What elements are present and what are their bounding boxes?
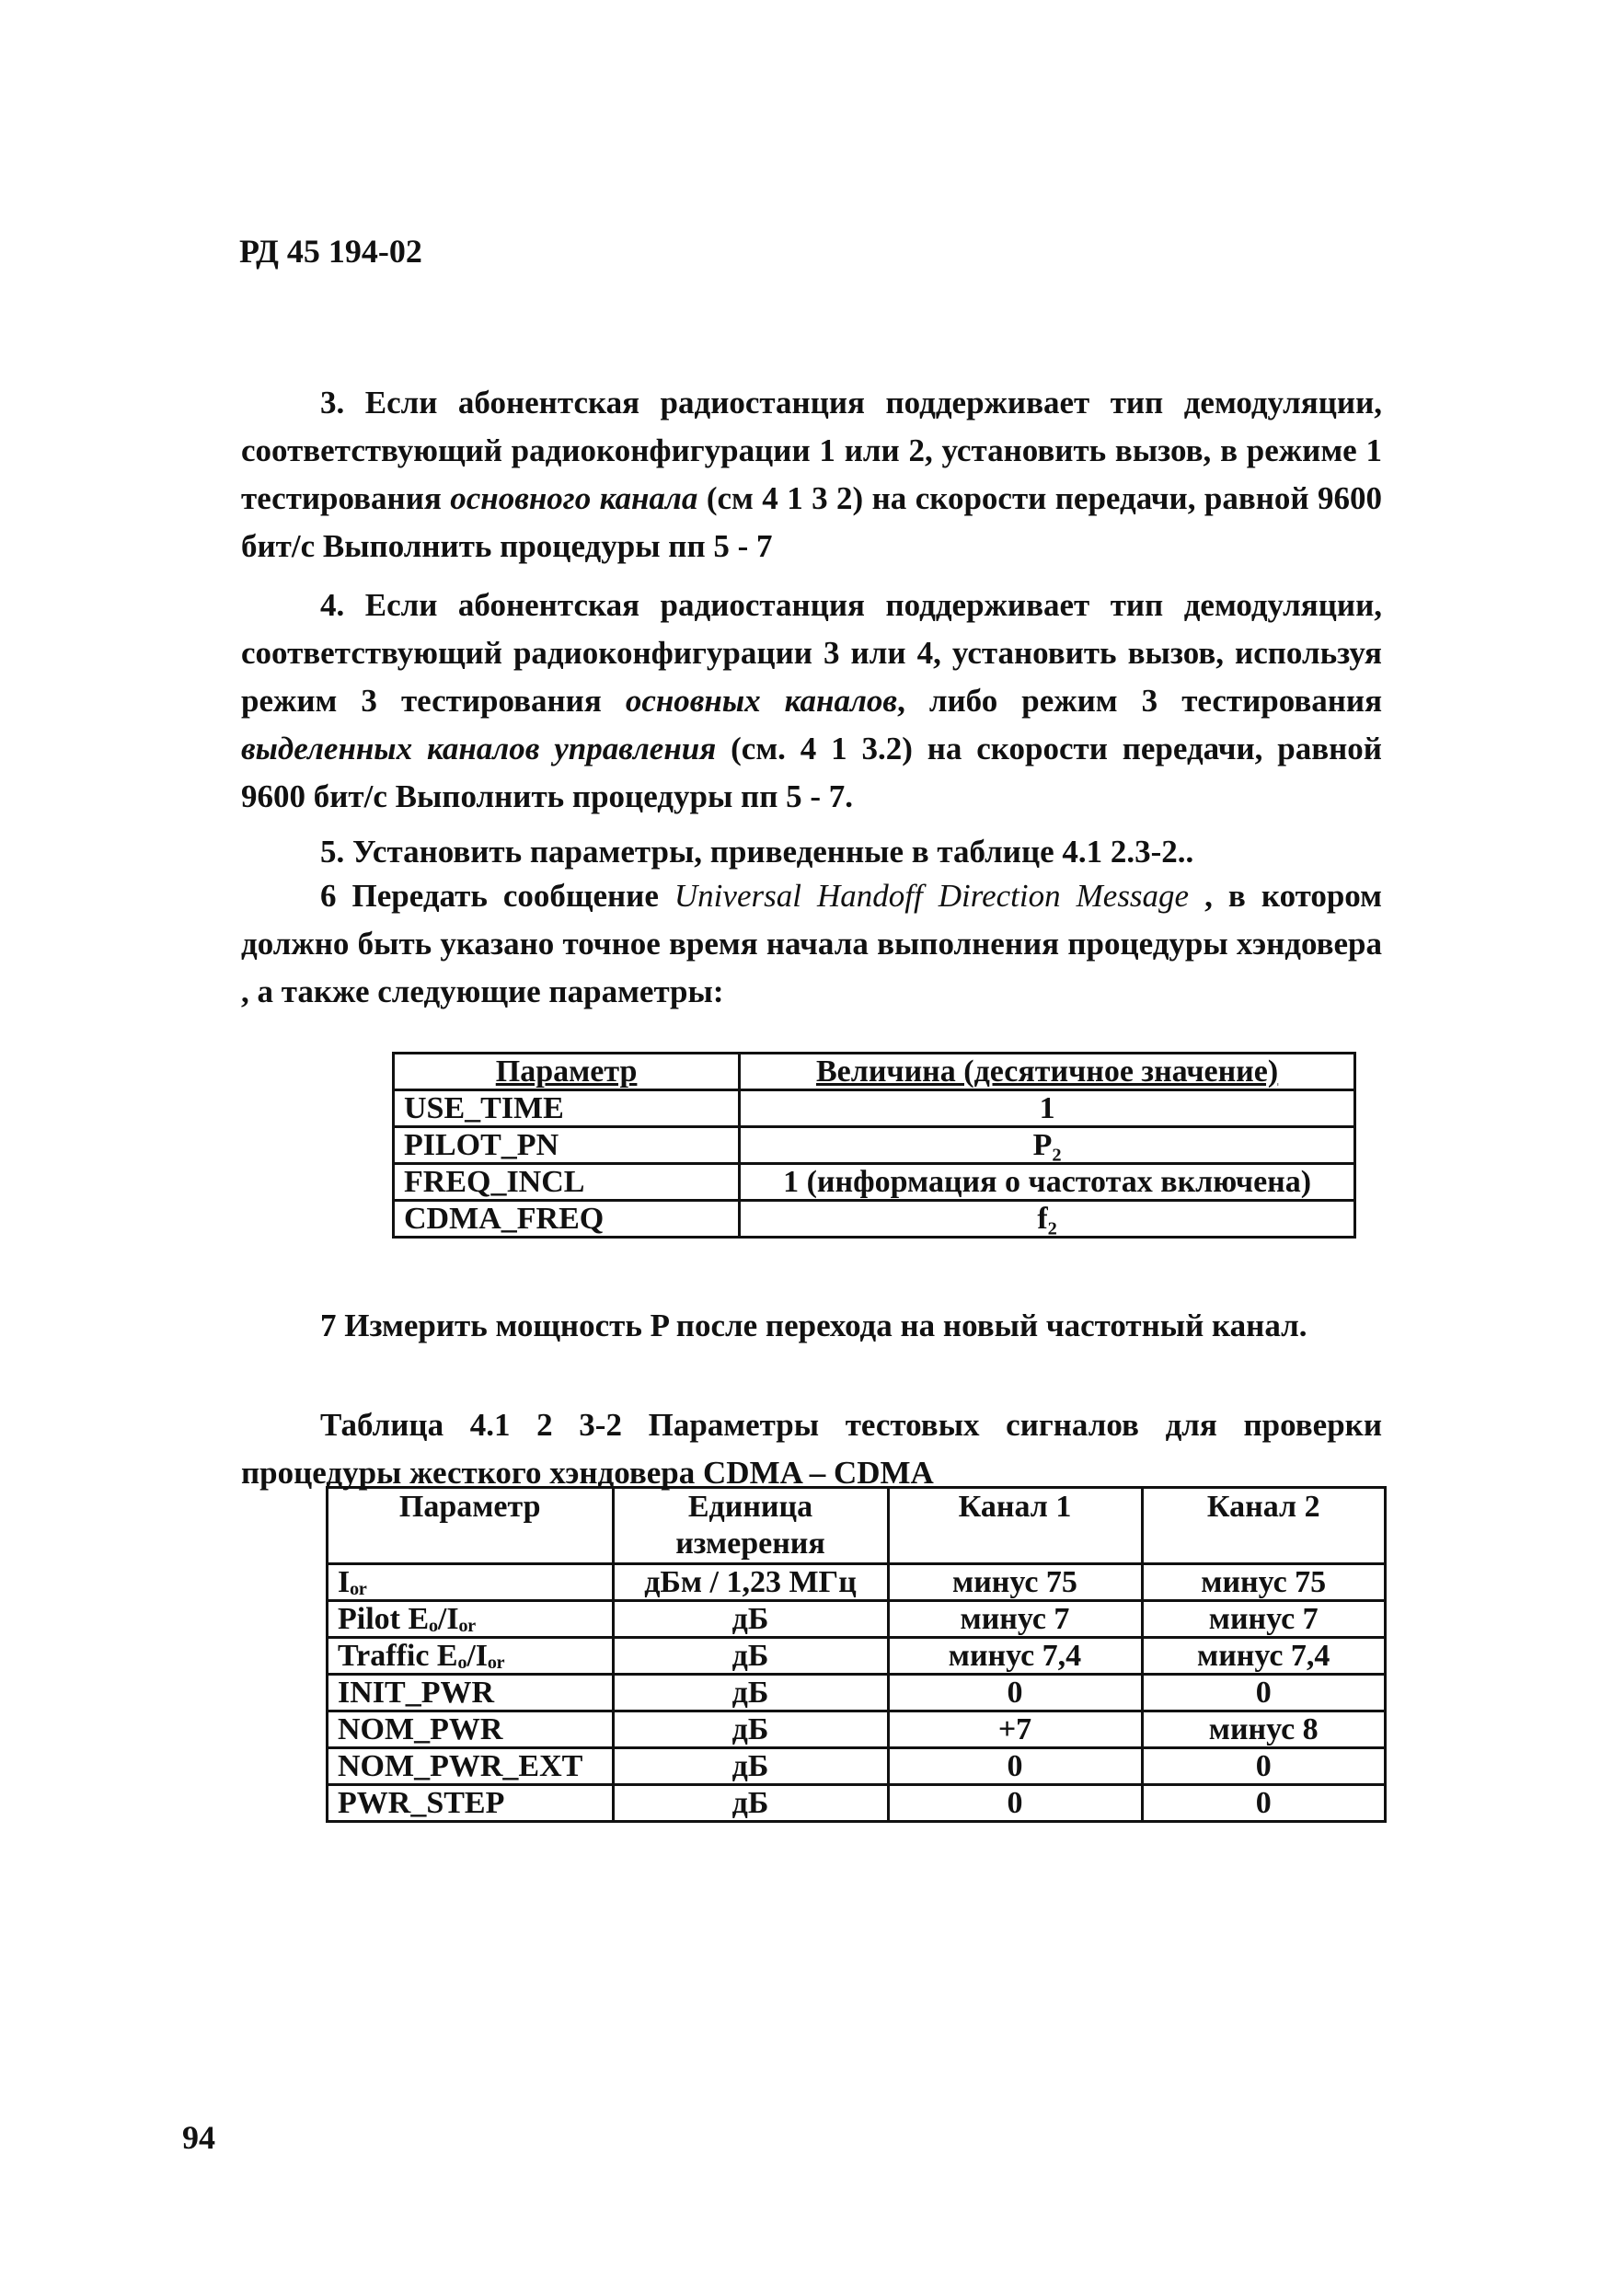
table-cell: CDMA_FREQ [394, 1201, 740, 1238]
handoff-parameters-table [392, 1052, 1356, 1239]
table-cell: P₂ [740, 1127, 1355, 1164]
paragraph-3-emphasis: основного канала [450, 480, 698, 516]
table-cell: минус 7,4 [888, 1638, 1142, 1675]
paragraph-4 [241, 582, 1382, 821]
table-cell: 1 (информация о частотах включена) [740, 1164, 1355, 1201]
table-row [394, 1164, 1355, 1201]
table-cell: дБ [613, 1748, 888, 1785]
table-row [328, 1785, 1386, 1822]
table-cell: PWR_STEP [328, 1785, 614, 1822]
table-cell: 0 [888, 1748, 1142, 1785]
table-cell: дБ [613, 1675, 888, 1711]
table-header-row [328, 1488, 1386, 1564]
table-cell: 0 [1142, 1748, 1386, 1785]
paragraph-4-text-3: (см. 4 1 3.2) на скорости передачи, равной 9600 бит/с Выполнить процедуры пп 5 - 7. [241, 731, 1382, 814]
table-cell: дБ [613, 1711, 888, 1748]
paragraph-6-text-2: , в котором должно быть указано точное время начала выполнения процедуры хэндовера , а также следующие параметры: [241, 878, 1382, 1009]
table-cell: минус 7,4 [1142, 1638, 1386, 1675]
column-header: Величина (десятичное значение) [740, 1054, 1355, 1090]
table-row [328, 1748, 1386, 1785]
table-row [394, 1090, 1355, 1127]
table-body [328, 1564, 1386, 1822]
test-signal-parameters-table [326, 1486, 1387, 1823]
table-cell: Traffic Eₒ/Iₒᵣ [328, 1638, 614, 1675]
column-header: Канал 1 [888, 1488, 1142, 1564]
table-body [394, 1090, 1355, 1238]
table-row [328, 1638, 1386, 1675]
table-cell: дБ [613, 1785, 888, 1822]
table-row [328, 1564, 1386, 1601]
table-cell: 0 [1142, 1675, 1386, 1711]
column-header: Параметр [328, 1488, 614, 1564]
paragraph-6 [241, 872, 1382, 1016]
table-cell: 0 [1142, 1785, 1386, 1822]
table-cell: NOM_PWR_EXT [328, 1748, 614, 1785]
table-cell: дБ [613, 1638, 888, 1675]
table-cell: минус 75 [1142, 1564, 1386, 1601]
paragraph-7-text: 7 Измерить мощность P после перехода на новый частотный канал. [320, 1308, 1307, 1343]
paragraph-3-text-1: 3. Если абонентская радиостанция поддерживает тип демодуляции, соответствующий радиоконфигурации 1 или 2, установить вызов, в режиме 1 тестирования [241, 385, 1382, 516]
table-row [328, 1711, 1386, 1748]
paragraph-6-message-name: Universal Handoff Direction Message [674, 878, 1190, 914]
paragraph-7 [241, 1302, 1382, 1350]
table-cell: дБ [613, 1601, 888, 1638]
table-cell: минус 75 [888, 1564, 1142, 1601]
table-row [328, 1601, 1386, 1638]
column-header: Единица измерения [613, 1488, 888, 1564]
document-code: РД 45 194-02 [239, 233, 422, 270]
table-cell: 0 [888, 1785, 1142, 1822]
table-cell: f₂ [740, 1201, 1355, 1238]
table-cell: минус 8 [1142, 1711, 1386, 1748]
table-cell: INIT_PWR [328, 1675, 614, 1711]
table-cell: USE_TIME [394, 1090, 740, 1127]
paragraph-4-text-2: , либо режим 3 тестирования [897, 683, 1383, 719]
table-cell: минус 7 [1142, 1601, 1386, 1638]
page-number: 94 [182, 2119, 215, 2156]
table-row [394, 1127, 1355, 1164]
table-caption: Таблица 4.1 2 3-2 Параметры тестовых сигналов для проверки процедуры жесткого хэндовера CDMA – CDMA [241, 1407, 1382, 1491]
table-cell: дБм / 1,23 МГц [613, 1564, 888, 1601]
table-cell: FREQ_INCL [394, 1164, 740, 1201]
table-cell: 0 [888, 1675, 1142, 1711]
paragraph-3 [241, 379, 1382, 570]
table-cell: PILOT_PN [394, 1127, 740, 1164]
paragraph-5 [241, 828, 1382, 876]
column-header: Канал 2 [1142, 1488, 1386, 1564]
paragraph-4-emphasis-2: выделенных каналов управления [241, 731, 717, 766]
paragraph-3-text-2: (см 4 1 3 2) на скорости передачи, равной 9600 бит/с Выполнить процедуры пп 5 - 7 [241, 480, 1382, 564]
column-header: Параметр [394, 1054, 740, 1090]
table-row [394, 1201, 1355, 1238]
paragraph-4-text-1: 4. Если абонентская радиостанция поддерживает тип демодуляции, соответствующий радиоконфигурации 3 или 4, установить вызов, используя режим 3 тестирования [241, 587, 1382, 719]
paragraph-6-text-1: 6 Передать сообщение [320, 878, 674, 914]
paragraph-5-text: 5. Установить параметры, приведенные в таблице 4.1 2.3-2.. [320, 834, 1194, 870]
table-cell: Pilot Eₒ/Iₒᵣ [328, 1601, 614, 1638]
table-header-row [394, 1054, 1355, 1090]
table-cell: Iₒᵣ [328, 1564, 614, 1601]
paragraph-4-emphasis-1: основных каналов [625, 683, 898, 719]
table-cell: минус 7 [888, 1601, 1142, 1638]
table-row [328, 1675, 1386, 1711]
table-cell: NOM_PWR [328, 1711, 614, 1748]
table-cell: +7 [888, 1711, 1142, 1748]
table-cell: 1 [740, 1090, 1355, 1127]
